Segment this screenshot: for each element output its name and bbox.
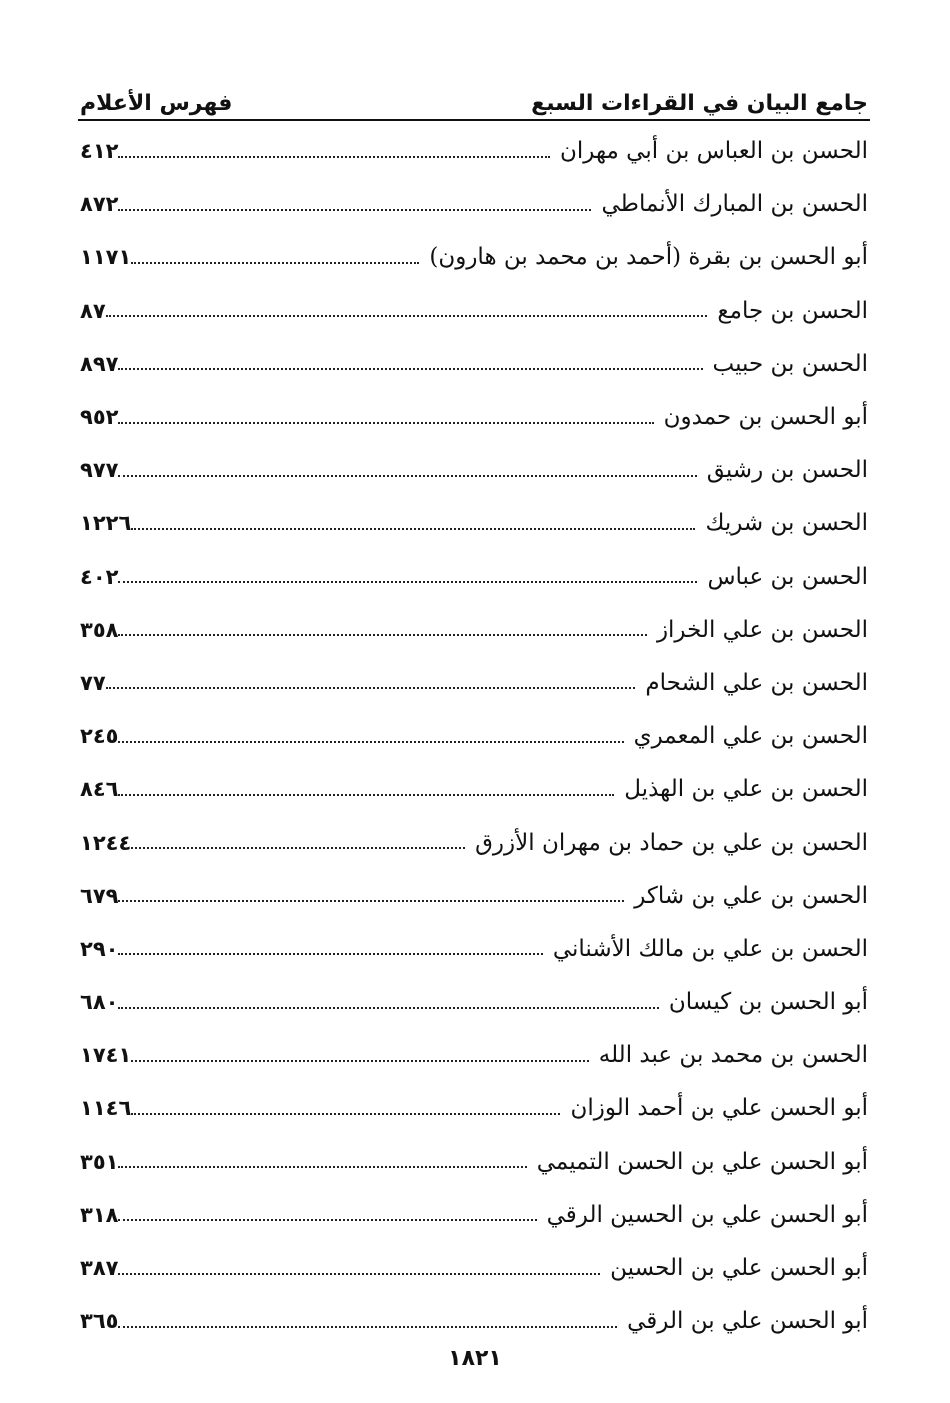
entry-name: الحسن بن علي بن الهذيل [624, 776, 868, 803]
dot-leader [106, 687, 636, 689]
entry-page-number: ٨٩٧ [80, 351, 119, 376]
index-entry [80, 763, 868, 816]
dot-leader [118, 1166, 526, 1168]
index-entry [80, 444, 868, 497]
entry-name: الحسن بن علي بن مالك الأشناني [552, 935, 868, 962]
entry-page-number: ٦٨٠ [80, 990, 119, 1015]
entry-page-number: ٣٨٧ [80, 1256, 119, 1281]
index-entry [80, 231, 868, 284]
index-entry [80, 285, 868, 338]
dot-leader [118, 953, 542, 955]
entry-name: الحسن بن علي الخراز [656, 616, 868, 643]
entry-name: الحسن بن شريك [705, 510, 868, 537]
entry-name: الحسن بن رشيق [706, 457, 868, 484]
dot-leader [118, 209, 591, 211]
entry-name: الحسن بن علي الشحام [645, 669, 868, 696]
entry-page-number: ٦٧٩ [80, 883, 119, 908]
dot-leader [118, 422, 653, 424]
entry-name: أبو الحسن بن كيسان [668, 989, 868, 1016]
running-header [80, 76, 868, 116]
entry-page-number: ١١٤٦ [80, 1096, 132, 1121]
entry-page-number: ١٢٢٦ [80, 511, 132, 536]
entry-page-number: ٣٥٨ [80, 617, 119, 642]
header-divider [78, 119, 870, 121]
entry-page-number: ٨٤٦ [80, 777, 119, 802]
entry-name: أبو الحسن علي بن الحسين الرقي [546, 1201, 868, 1228]
entry-name: أبو الحسن بن بقرة (أحمد بن محمد بن هارون) [429, 244, 868, 271]
entry-page-number: ٣١٨ [80, 1202, 119, 1227]
entry-name: الحسن بن علي بن حماد بن مهران الأزرق [475, 829, 868, 856]
index-entry [80, 976, 868, 1029]
dot-leader [118, 1219, 536, 1221]
entry-name: أبو الحسن بن حمدون [663, 404, 868, 431]
entry-page-number: ٤١٢ [80, 139, 119, 164]
index-entry [80, 1242, 868, 1295]
dot-leader [118, 900, 624, 902]
index-entry [80, 1295, 868, 1348]
index-entry [80, 604, 868, 657]
entry-page-number: ٩٥٢ [80, 405, 119, 430]
index-entry [80, 710, 868, 763]
entry-page-number: ٣٦٥ [80, 1309, 119, 1334]
entry-name: الحسن بن محمد بن عبد الله [598, 1042, 868, 1069]
entry-page-number: ٧٧ [80, 670, 106, 695]
dot-leader [118, 634, 646, 636]
dot-leader [118, 741, 623, 743]
dot-leader [131, 528, 695, 530]
entry-name: أبو الحسن علي بن أحمد الوزان [570, 1095, 868, 1122]
entry-page-number: ١٢٤٤ [80, 830, 132, 855]
index-entry [80, 1029, 868, 1082]
index-entry [80, 391, 868, 444]
entry-page-number: ٢٤٥ [80, 724, 119, 749]
entry-page-number: ٣٥١ [80, 1149, 119, 1174]
entry-name: أبو الحسن علي بن الرقي [627, 1308, 868, 1335]
index-entry [80, 125, 868, 178]
index-entry [80, 338, 868, 391]
entry-name: أبو الحسن علي بن الحسين [610, 1255, 868, 1282]
dot-leader [118, 1273, 600, 1275]
dot-leader [118, 794, 614, 796]
dot-leader [131, 1113, 560, 1115]
dot-leader [131, 262, 419, 264]
dot-leader [131, 847, 465, 849]
entry-name: الحسن بن المبارك الأنماطي [601, 191, 868, 218]
dot-leader [118, 581, 697, 583]
entry-name: الحسن بن عباس [707, 563, 868, 590]
entry-name: الحسن بن علي المعمري [633, 723, 868, 750]
index-entry [80, 1189, 868, 1242]
entry-page-number: ١١٧١ [80, 245, 132, 270]
entry-page-number: ٩٧٧ [80, 458, 119, 483]
entry-page-number: ١٧٤١ [80, 1043, 132, 1068]
entry-name: الحسن بن علي بن شاكر [634, 882, 868, 909]
dot-leader [118, 475, 696, 477]
index-entry [80, 870, 868, 923]
index-entry [80, 551, 868, 604]
page-number-footer: ١٨٢١ [448, 1346, 502, 1371]
index-entry [80, 1082, 868, 1135]
index-entry [80, 178, 868, 231]
entry-page-number: ٢٩٠ [80, 936, 119, 961]
dot-leader [118, 368, 702, 370]
entry-name: الحسن بن العباس بن أبي مهران [559, 138, 868, 165]
entry-name: الحسن بن حبيب [712, 350, 868, 377]
index-entry [80, 1136, 868, 1189]
index-entry [80, 497, 868, 550]
dot-leader [118, 1326, 617, 1328]
entry-page-number: ٤٠٢ [80, 564, 119, 589]
entry-page-number: ٨٧٢ [80, 192, 119, 217]
entry-page-number: ٨٧ [80, 298, 106, 323]
index-entry [80, 923, 868, 976]
dot-leader [106, 315, 708, 317]
dot-leader [118, 156, 550, 158]
entry-name: أبو الحسن علي بن الحسن التميمي [536, 1148, 868, 1175]
index-entry [80, 816, 868, 869]
book-title: جامع البيان في القراءات السبع [531, 91, 868, 116]
index-entry [80, 657, 868, 710]
section-title: فهرس الأعلام [80, 91, 233, 116]
dot-leader [131, 1060, 588, 1062]
entry-name: الحسن بن جامع [717, 297, 868, 324]
dot-leader [118, 1007, 658, 1009]
index-list [80, 125, 868, 1348]
